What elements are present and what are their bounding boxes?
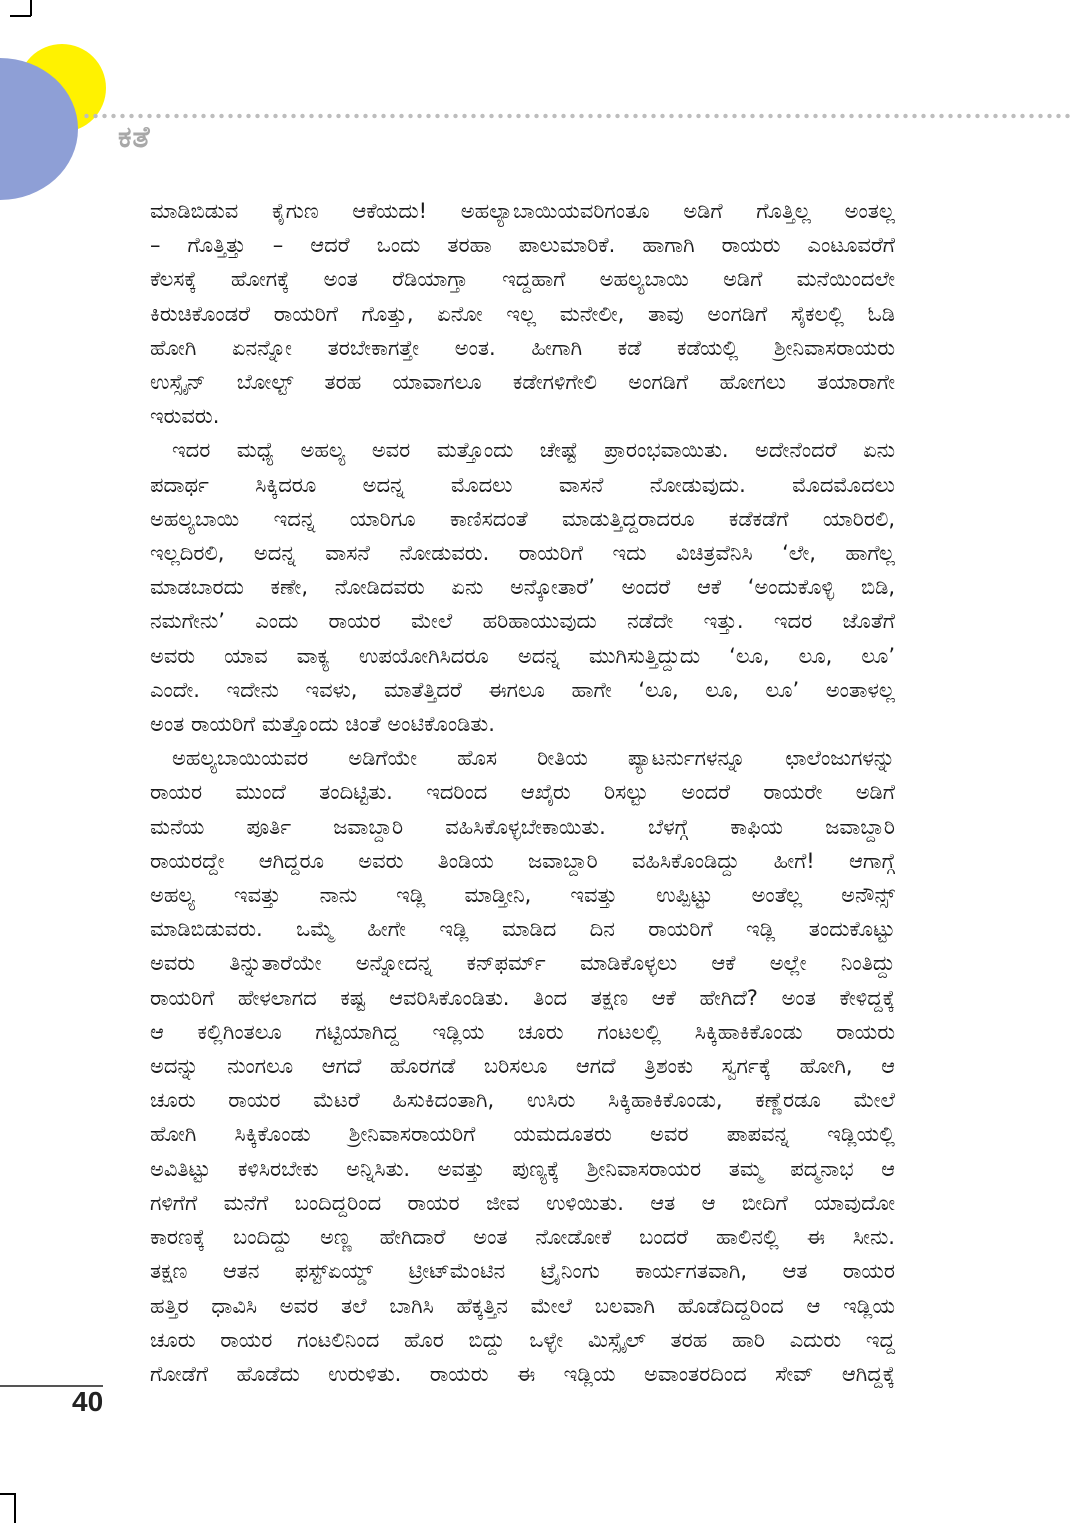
paragraph-line: ನಮಗೇನು’ ಎಂದು ರಾಯರ ಮೇಲೆ ಹರಿಹಾಯುವುದು ನಡೆದೇ ಇತ್ತು. ಇದರ ಜೊತೆಗೆ	[150, 609, 895, 634]
paragraph-line: ಹತ್ತಿರ ಧಾವಿಸಿ ಅವರ ತಲೆ ಬಾಗಿಸಿ ಹೆಕ್ಕತ್ತಿನ ಮೇಲೆ ಬಲವಾಗಿ ಹೊಡೆದಿದ್ದರಿಂದ ಆ ಇಡ್ಲಿಯ	[150, 1293, 895, 1318]
paragraph-line: ಚೂರು ರಾಯರ ಗಂಟಲಿನಿಂದ ಹೊರ ಬಿದ್ದು ಒಳ್ಳೇ ಮಿಸ್ಸೈಲ್ ತರಹ ಹಾರಿ ಎದುರು ಇದ್ದ	[150, 1327, 895, 1352]
paragraph-line: ಗೋಡೆಗೆ ಹೊಡೆದು ಉರುಳಿತು. ರಾಯರು ಈ ಇಡ್ಲಿಯ ಅವಾಂತರದಿಂದ ಸೇವ್ ಆಗಿದ್ದಕ್ಕೆ	[150, 1361, 895, 1386]
crop-mark-top-left-vertical	[30, 0, 32, 16]
paragraph-line: ರಾಯರ ಮುಂದೆ ತಂದಿಟ್ಟಿತು. ಇದರಿಂದ ಆಖೈರು ರಿಸಲ್ಟು ಅಂದರೆ ರಾಯರೇ ಅಡಿಗೆ	[150, 780, 895, 805]
paragraph-line: ಅಹಲ್ಯಬಾಯಿಯವರ ಅಡಿಗೆಯೇ ಹೊಸ ರೀತಿಯ ಪ್ಯಾಟರ್ನುಗಳನ್ನೂ ಛಾಲೆಂಜುಗಳನ್ನು	[172, 746, 895, 771]
paragraph-line: ತಕ್ಷಣ ಆತನ ಫಸ್ಟ್‌ಏಯ್ಡ್ ಟ್ರೀಟ್‌ಮೆಂಟಿನ ಟ್ರೈನಿಂಗು ಕಾರ್ಯಗತವಾಗಿ, ಆತ ರಾಯರ	[150, 1259, 895, 1284]
paragraph-line: – ಗೊತ್ತಿತ್ತು – ಆದರೆ ಒಂದು ತರಹಾ ಪಾಲುಮಾರಿಕೆ. ಹಾಗಾಗಿ ರಾಯರು ಎಂಟೂವರೆಗೆ	[150, 233, 895, 258]
paragraph-line: ಮಾಡಬಾರದು ಕಣೇ, ನೋಡಿದವರು ಏನು ಅನ್ಕೋತಾರೆ’ ಅಂದರೆ ಆಕೆ ‘ಅಂದುಕೊಳ್ಳಿ ಬಿಡಿ,	[150, 575, 895, 600]
paragraph-line: ಅಹಲ್ಯಬಾಯಿ ಇದನ್ನ ಯಾರಿಗೂ ಕಾಣಿಸದಂತೆ ಮಾಡುತ್ತಿದ್ದರಾದರೂ ಕಡೆಕಡೆಗೆ ಯಾರಿರಲಿ,	[150, 506, 895, 531]
paragraph-line: ಅವರು ತಿನ್ನುತಾರೆಯೇ ಅನ್ನೋದನ್ನ ಕನ್‌ಫರ್ಮ್ ಮಾಡಿಕೊಳ್ಳಲು ಆಕೆ ಅಲ್ಲೇ ನಿಂತಿದ್ದು	[150, 951, 895, 976]
crop-mark-top-left-horizontal	[10, 15, 31, 17]
paragraph-line: ಆ ಕಲ್ಲಿಗಿಂತಲೂ ಗಟ್ಟಿಯಾಗಿದ್ದ ಇಡ್ಲಿಯ ಚೂರು ಗಂಟಲಲ್ಲಿ ಸಿಕ್ಕಿಹಾಕಿಕೊಂಡು ರಾಯರು	[150, 1019, 895, 1044]
paragraph-line: ಉಸ್ಸೈನ್ ಬೋಲ್ಟ್ ತರಹ ಯಾವಾಗಲೂ ಕಡೇಗಳಿಗೇಲಿ ಅಂಗಡಿಗೆ ಹೋಗಲು ತಯಾರಾಗೇ	[150, 370, 895, 395]
paragraph-line: ಚೂರು ರಾಯರ ಮೆಟರೆ ಹಿಸುಕಿದಂತಾಗಿ, ಉಸಿರು ಸಿಕ್ಕಿಹಾಕಿಕೊಂಡು, ಕಣ್ಣೆರಡೂ ಮೇಲೆ	[150, 1088, 895, 1113]
paragraph-line: ಅವರು ಯಾವ ವಾಕ್ಯ ಉಪಯೋಗಿಸಿದರೂ ಅದನ್ನ ಮುಗಿಸುತ್ತಿದ್ದುದು ‘ಲೂ, ಲೂ, ಲೂ’	[150, 643, 895, 668]
paragraph-line: ರಾಯರಿಗೆ ಹೇಳಲಾಗದ ಕಷ್ಟ ಆವರಿಸಿಕೊಂಡಿತು. ತಿಂದ ತಕ್ಷಣ ಆಕೆ ಹೇಗಿದೆ? ಅಂತ ಕೇಳಿದ್ದಕ್ಕೆ	[150, 985, 895, 1010]
paragraph-line: ಮಾಡಿಬಿಡುವ ಕೈಗುಣ ಆಕೆಯದು! ಅಹಲ್ಯಾಬಾಯಿಯವರಿಗಂತೂ ಅಡಿಗೆ ಗೊತ್ತಿಲ್ಲ ಅಂತಲ್ಲ	[150, 199, 895, 223]
paragraph-line: ಪದಾರ್ಥ ಸಿಕ್ಕಿದರೂ ಅದನ್ನ ಮೊದಲು ವಾಸನೆ ನೋಡುವುದು. ಮೊದಮೊದಲು	[150, 472, 895, 497]
section-label: ಕತೆ	[118, 120, 151, 155]
paragraph-line: ಇರುವರು.	[150, 404, 220, 429]
paragraph-line: ಅಂತ ರಾಯರಿಗೆ ಮತ್ತೊಂದು ಚಿಂತೆ ಅಂಟಿಕೊಂಡಿತು.	[150, 712, 495, 737]
paragraph-line: ಕಿರುಚಿಕೊಂಡರೆ ರಾಯರಿಗೆ ಗೊತ್ತು, ಏನೋ ಇಲ್ಲ ಮನೇಲೀ, ತಾವು ಅಂಗಡಿಗೆ ಸೈಕಲಲ್ಲಿ ಓಡಿ	[150, 301, 895, 326]
paragraph-line: ಹೋಗಿ ಏನನ್ನೋ ತರಬೇಕಾಗತ್ತೇ ಅಂತ. ಹೀಗಾಗಿ ಕಡೆ ಕಡೆಯಲ್ಲಿ ಶ್ರೀನಿವಾಸರಾಯರು	[150, 335, 895, 360]
crop-mark-bottom-left-horizontal	[0, 1493, 15, 1495]
page-number: 40	[72, 1386, 104, 1417]
paragraph-line: ಅಹಲ್ಯ ಇವತ್ತು ನಾನು ಇಡ್ಲಿ ಮಾಡ್ತೀನಿ, ಇವತ್ತು ಉಪ್ಪಿಟ್ಟು ಅಂತೆಲ್ಲ ಅನೌನ್ಸ್	[150, 883, 895, 908]
paragraph-line: ಅವಿತಿಟ್ಟು ಕಳಿಸಿರಬೇಕು ಅನ್ನಿಸಿತು. ಅವತ್ತು ಪುಣ್ಯಕ್ಕೆ ಶ್ರೀನಿವಾಸರಾಯರ ತಮ್ಮ ಪದ್ಮನಾಭ ಆ	[150, 1156, 895, 1181]
paragraph-line: ಎಂದೇ. ಇದೇನು ಇವಳು, ಮಾತೆತ್ತಿದರೆ ಈಗಲೂ ಹಾಗೇ ‘ಲೂ, ಲೂ, ಲೂ’ ಅಂತಾಳಲ್ಲ	[150, 677, 895, 702]
paragraph-line: ಅದನ್ನು ನುಂಗಲೂ ಆಗದೆ ಹೊರಗಡೆ ಬರಿಸಲೂ ಆಗದೆ ತ್ರಿಶಂಕು ಸ್ವರ್ಗಕ್ಕೆ ಹೋಗಿ, ಆ	[150, 1054, 895, 1079]
paragraph-line: ರಾಯರದ್ದೇ ಆಗಿದ್ದರೂ ಅವರು ತಿಂಡಿಯ ಜವಾಬ್ದಾರಿ ವಹಿಸಿಕೊಂಡಿದ್ದು ಹೀಗೆ! ಆಗಾಗ್ಗೆ	[150, 848, 895, 873]
paragraph-line: ಕೆಲಸಕ್ಕೆ ಹೋಗಕ್ಕೆ ಅಂತ ರೆಡಿಯಾಗ್ತಾ ಇದ್ದಹಾಗೆ ಅಹಲ್ಯಬಾಯಿ ಅಡಿಗೆ ಮನೆಯಿಂದಲೇ	[150, 267, 895, 292]
paragraph-line: ಮಾಡಿಬಿಡುವರು. ಒಮ್ಮೆ ಹೀಗೇ ಇಡ್ಲಿ ಮಾಡಿದ ದಿನ ರಾಯರಿಗೆ ಇಡ್ಲಿ ತಂದುಕೊಟ್ಟು	[150, 917, 895, 942]
paragraph-line: ಕಾರಣಕ್ಕೆ ಬಂದಿದ್ದು ಅಣ್ಣ ಹೇಗಿದಾರೆ ಅಂತ ನೋಡೋಕೆ ಬಂದರೆ ಹಾಲಿನಲ್ಲಿ ಈ ಸೀನು.	[150, 1225, 895, 1250]
header-dotted-rule	[82, 113, 1072, 119]
paragraph-line: ಇದರ ಮಧ್ಯೆ ಅಹಲ್ಯ ಅವರ ಮತ್ತೊಂದು ಚೇಷ್ಟೆ ಪ್ರಾರಂಭವಾಯಿತು. ಅದೇನೆಂದರೆ ಏನು	[172, 438, 895, 463]
paragraph-line: ಗಳಿಗೆಗೆ ಮನೆಗೆ ಬಂದಿದ್ದರಿಂದ ರಾಯರ ಜೀವ ಉಳಿಯಿತು. ಆತ ಆ ಬೀದಿಗೆ ಯಾವುದೋ	[150, 1190, 895, 1215]
article-body	[150, 194, 895, 1391]
paragraph-line: ಮನೆಯ ಪೂರ್ತಿ ಜವಾಬ್ದಾರಿ ವಹಿಸಿಕೊಳ್ಳಬೇಕಾಯಿತು. ಬೆಳಗ್ಗೆ ಕಾಫಿಯ ಜವಾಬ್ದಾರಿ	[150, 814, 895, 839]
paragraph-line: ಇಲ್ಲದಿರಲಿ, ಅದನ್ನ ವಾಸನೆ ನೋಡುವರು. ರಾಯರಿಗೆ ಇದು ವಿಚಿತ್ರವೆನಿಸಿ ‘ಲೇ, ಹಾಗೆಲ್ಲ	[150, 541, 895, 566]
paragraph-line: ಹೋಗಿ ಸಿಕ್ಕಿಕೊಂಡು ಶ್ರೀನಿವಾಸರಾಯರಿಗೆ ಯಮದೂತರು ಅವರ ಪಾಪವನ್ನ ಇಡ್ಲಿಯಲ್ಲಿ	[150, 1122, 895, 1147]
crop-mark-bottom-left-vertical	[14, 1493, 16, 1523]
